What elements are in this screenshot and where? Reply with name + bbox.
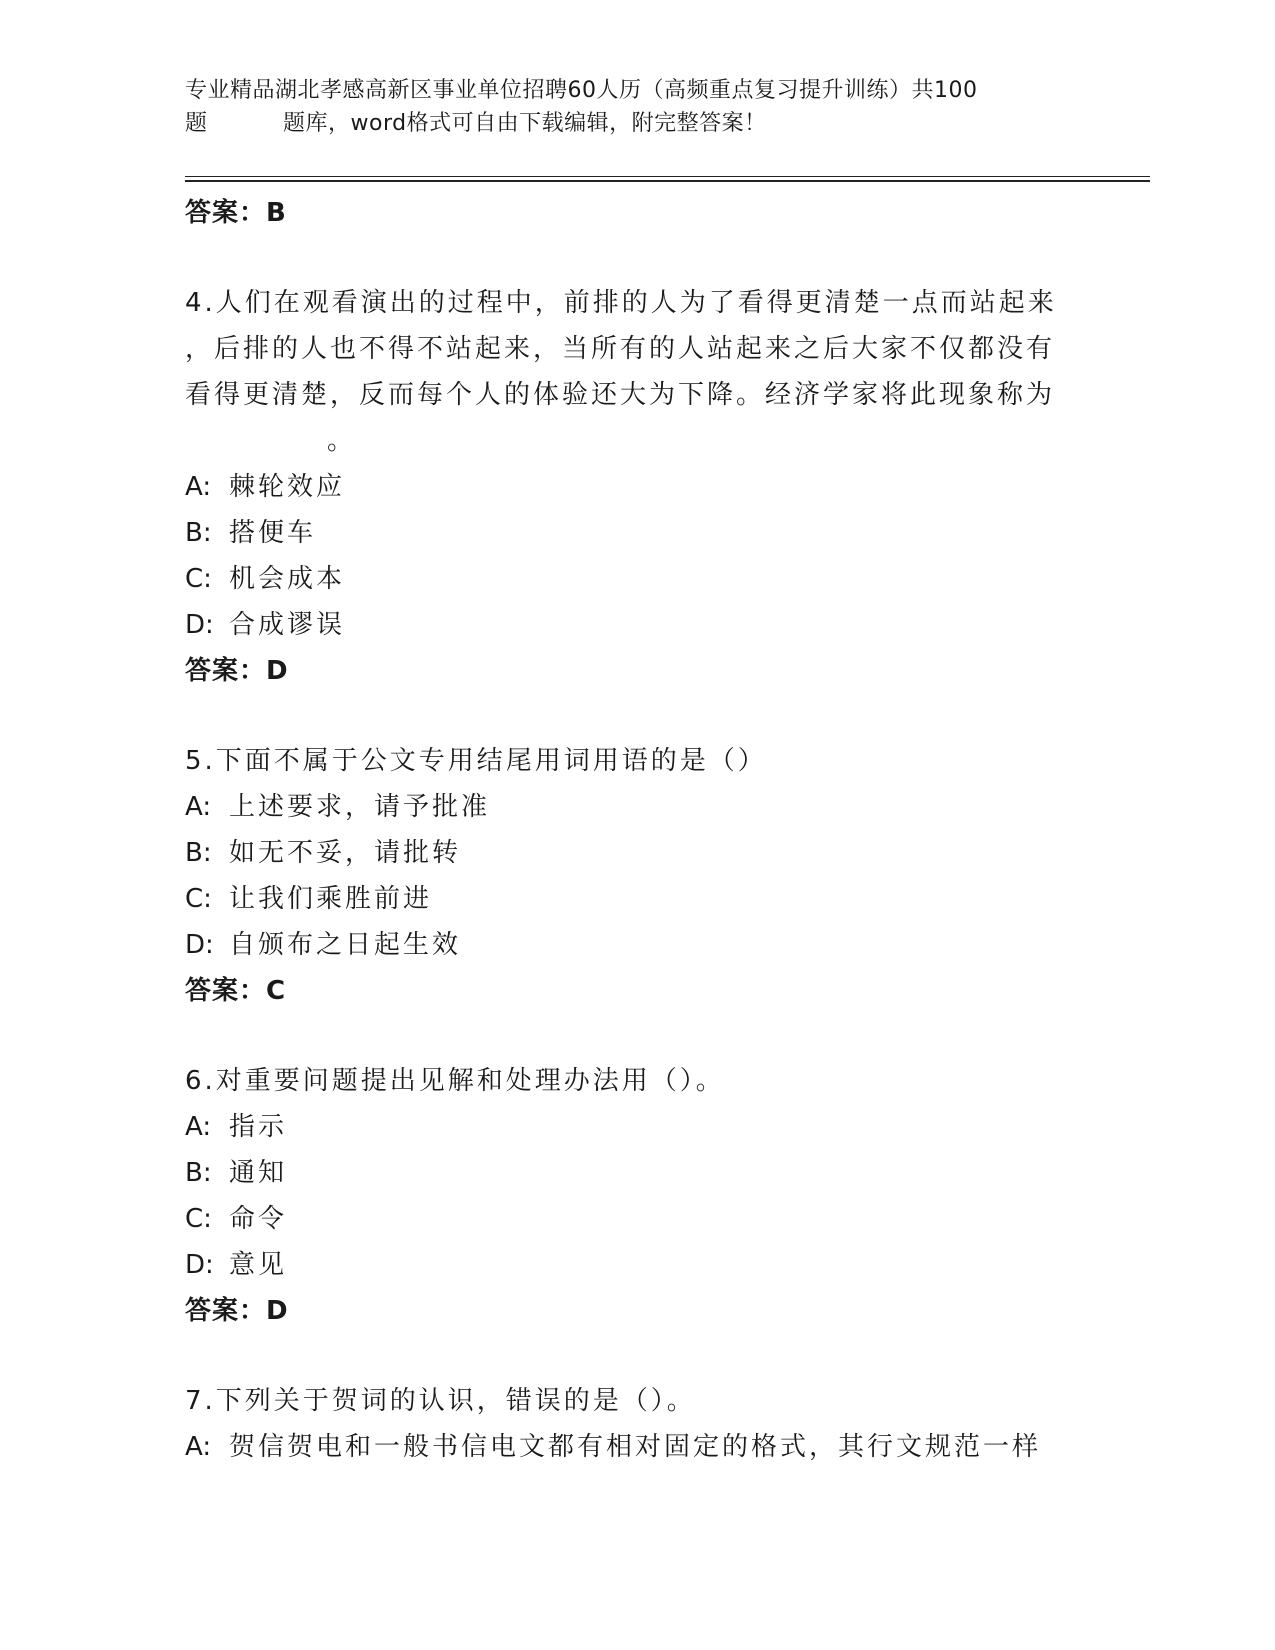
option-a [185, 784, 1085, 830]
header-title-line-2-text: 题库，word格式可自由下载编辑，附完整答案！ [283, 111, 767, 136]
option-key: D: [185, 1250, 214, 1280]
option-text: 意见 [229, 1250, 288, 1280]
option-key: A: [185, 1432, 212, 1462]
question-block-5 [185, 738, 1085, 1014]
option-key: C: [185, 1204, 212, 1234]
answer-line: 答案：C [185, 976, 287, 1006]
header-divider-thick [185, 180, 1150, 182]
option-key: B: [185, 518, 212, 548]
header-title-line-2-lead: 题 [185, 111, 208, 136]
option-a [185, 1104, 1085, 1150]
option-d [185, 602, 1085, 648]
option-key: B: [185, 1158, 212, 1188]
option-key: C: [185, 884, 212, 914]
question-block-7 [185, 1378, 1085, 1470]
question-blank-tail: 。 [327, 426, 354, 456]
question-text-line: 4.人们在观看演出的过程中，前排的人为了看得更清楚一点而站起来 [185, 288, 1057, 318]
option-a [185, 464, 1085, 510]
question-list [185, 190, 1085, 1470]
option-text: 自颁布之日起生效 [229, 930, 462, 960]
option-text: 命令 [229, 1204, 288, 1234]
option-b [185, 510, 1085, 556]
option-c [185, 556, 1085, 602]
option-key: D: [185, 610, 214, 640]
option-text: 合成谬误 [229, 610, 346, 640]
option-text: 机会成本 [229, 564, 346, 594]
option-key: A: [185, 1112, 212, 1142]
option-key: A: [185, 472, 212, 502]
question-text-line: 5.下面不属于公文专用结尾用词用语的是（） [185, 746, 767, 776]
option-b [185, 1150, 1085, 1196]
option-text: 如无不妥，请批转 [229, 838, 462, 868]
option-text: 上述要求，请予批准 [229, 792, 491, 822]
option-text: 贺信贺电和一般书信电文都有相对固定的格式，其行文规范一样 [229, 1432, 1042, 1462]
page-header [185, 74, 1085, 140]
option-key: C: [185, 564, 212, 594]
option-text: 棘轮效应 [229, 472, 346, 502]
question-block-4 [185, 280, 1085, 694]
option-key: A: [185, 792, 212, 822]
option-text: 搭便车 [229, 518, 317, 548]
question-block-6 [185, 1058, 1085, 1334]
option-d [185, 922, 1085, 968]
header-title-line-1: 专业精品湖北孝感高新区事业单位招聘60人历（高频重点复习提升训练）共100 [185, 78, 978, 103]
option-b [185, 830, 1085, 876]
question-text-line: 6.对重要问题提出见解和处理办法用（）。 [185, 1066, 725, 1096]
question-text-line: 7.下列关于贺词的认识，错误的是（）。 [185, 1386, 696, 1416]
answer-line: 答案：B [185, 198, 287, 228]
option-d [185, 1242, 1085, 1288]
option-c [185, 1196, 1085, 1242]
option-a [185, 1424, 1085, 1470]
header-divider-thin [185, 176, 1150, 177]
answer-line: 答案：D [185, 656, 289, 686]
option-key: D: [185, 930, 214, 960]
option-text: 让我们乘胜前进 [229, 884, 433, 914]
option-text: 指示 [229, 1112, 288, 1142]
option-c [185, 876, 1085, 922]
option-key: B: [185, 838, 212, 868]
option-text: 通知 [229, 1158, 288, 1188]
answer-line: 答案：D [185, 1296, 289, 1326]
question-text-line: ，后排的人也不得不站起来，当所有的人站起来之后大家不仅都没有 [185, 334, 1056, 364]
header-title-line-2 [185, 107, 1085, 140]
question-text-line: 看得更清楚，反而每个人的体验还大为下降。经济学家将此现象称为 [185, 380, 1056, 410]
